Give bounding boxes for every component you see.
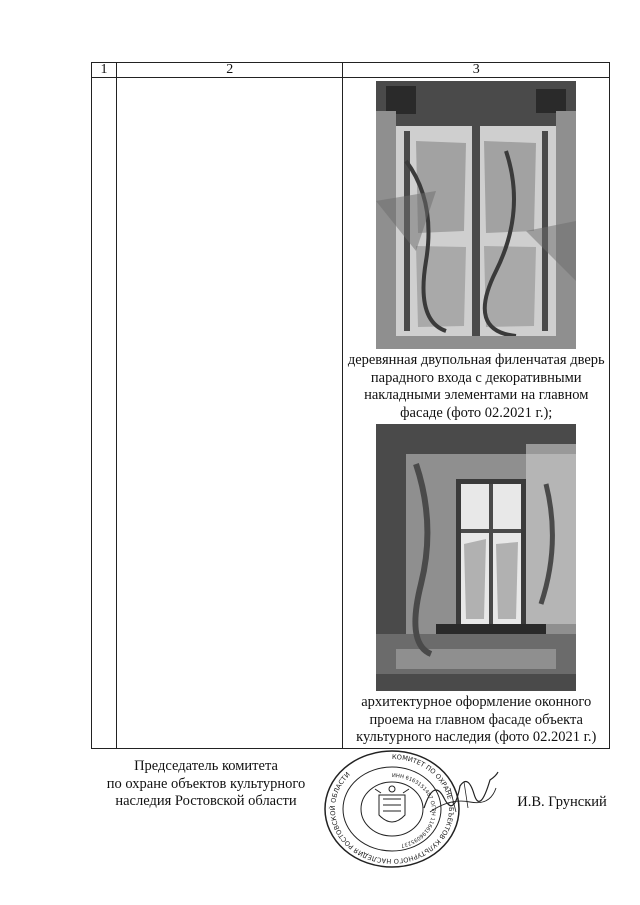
photo1-caption: деревянная двупольная филенчатая дверь парадного входа с декоративными накладными элементами на главном фасаде (фото 02.2021 г.); (347, 352, 605, 421)
cell-photos (343, 78, 610, 749)
cell-description (117, 78, 343, 749)
photo-window-opening (376, 424, 576, 691)
photo2-caption: архитектурное оформление оконного проема на главном фасаде объекта культурного наследия (фото 02.2021 г.) (356, 694, 597, 745)
signatory-name: И.В. Грунский (517, 794, 607, 810)
seal-outer-text: КОМИТЕТ ПО ОХРАНЕ ОБЪЕКТОВ КУЛЬТУРНОГО НАСЛЕДИЯ РОСТОВСКОЙ ОБЛАСТИ (328, 752, 455, 866)
coat-of-arms-icon (375, 786, 409, 822)
column-header-1: 1 (92, 63, 117, 78)
signatory-position (100, 758, 312, 811)
cell-number (92, 78, 117, 749)
signatory-position-line1: Председатель комитета (134, 758, 278, 774)
signatory-position-line3: наследия Ростовской области (115, 793, 297, 809)
column-header-2: 2 (117, 63, 343, 78)
photo-entrance-door (376, 81, 576, 349)
seal-inner-text: ИНН 6163151487 ОГРН 1166196095237 (391, 772, 436, 849)
column-header-3: 3 (343, 63, 610, 78)
annex-table (91, 62, 610, 749)
signatory-position-line2: по охране объектов культурного (106, 775, 306, 792)
table-row (92, 78, 610, 749)
table-header-row (92, 63, 610, 78)
handwritten-signature (420, 768, 500, 818)
